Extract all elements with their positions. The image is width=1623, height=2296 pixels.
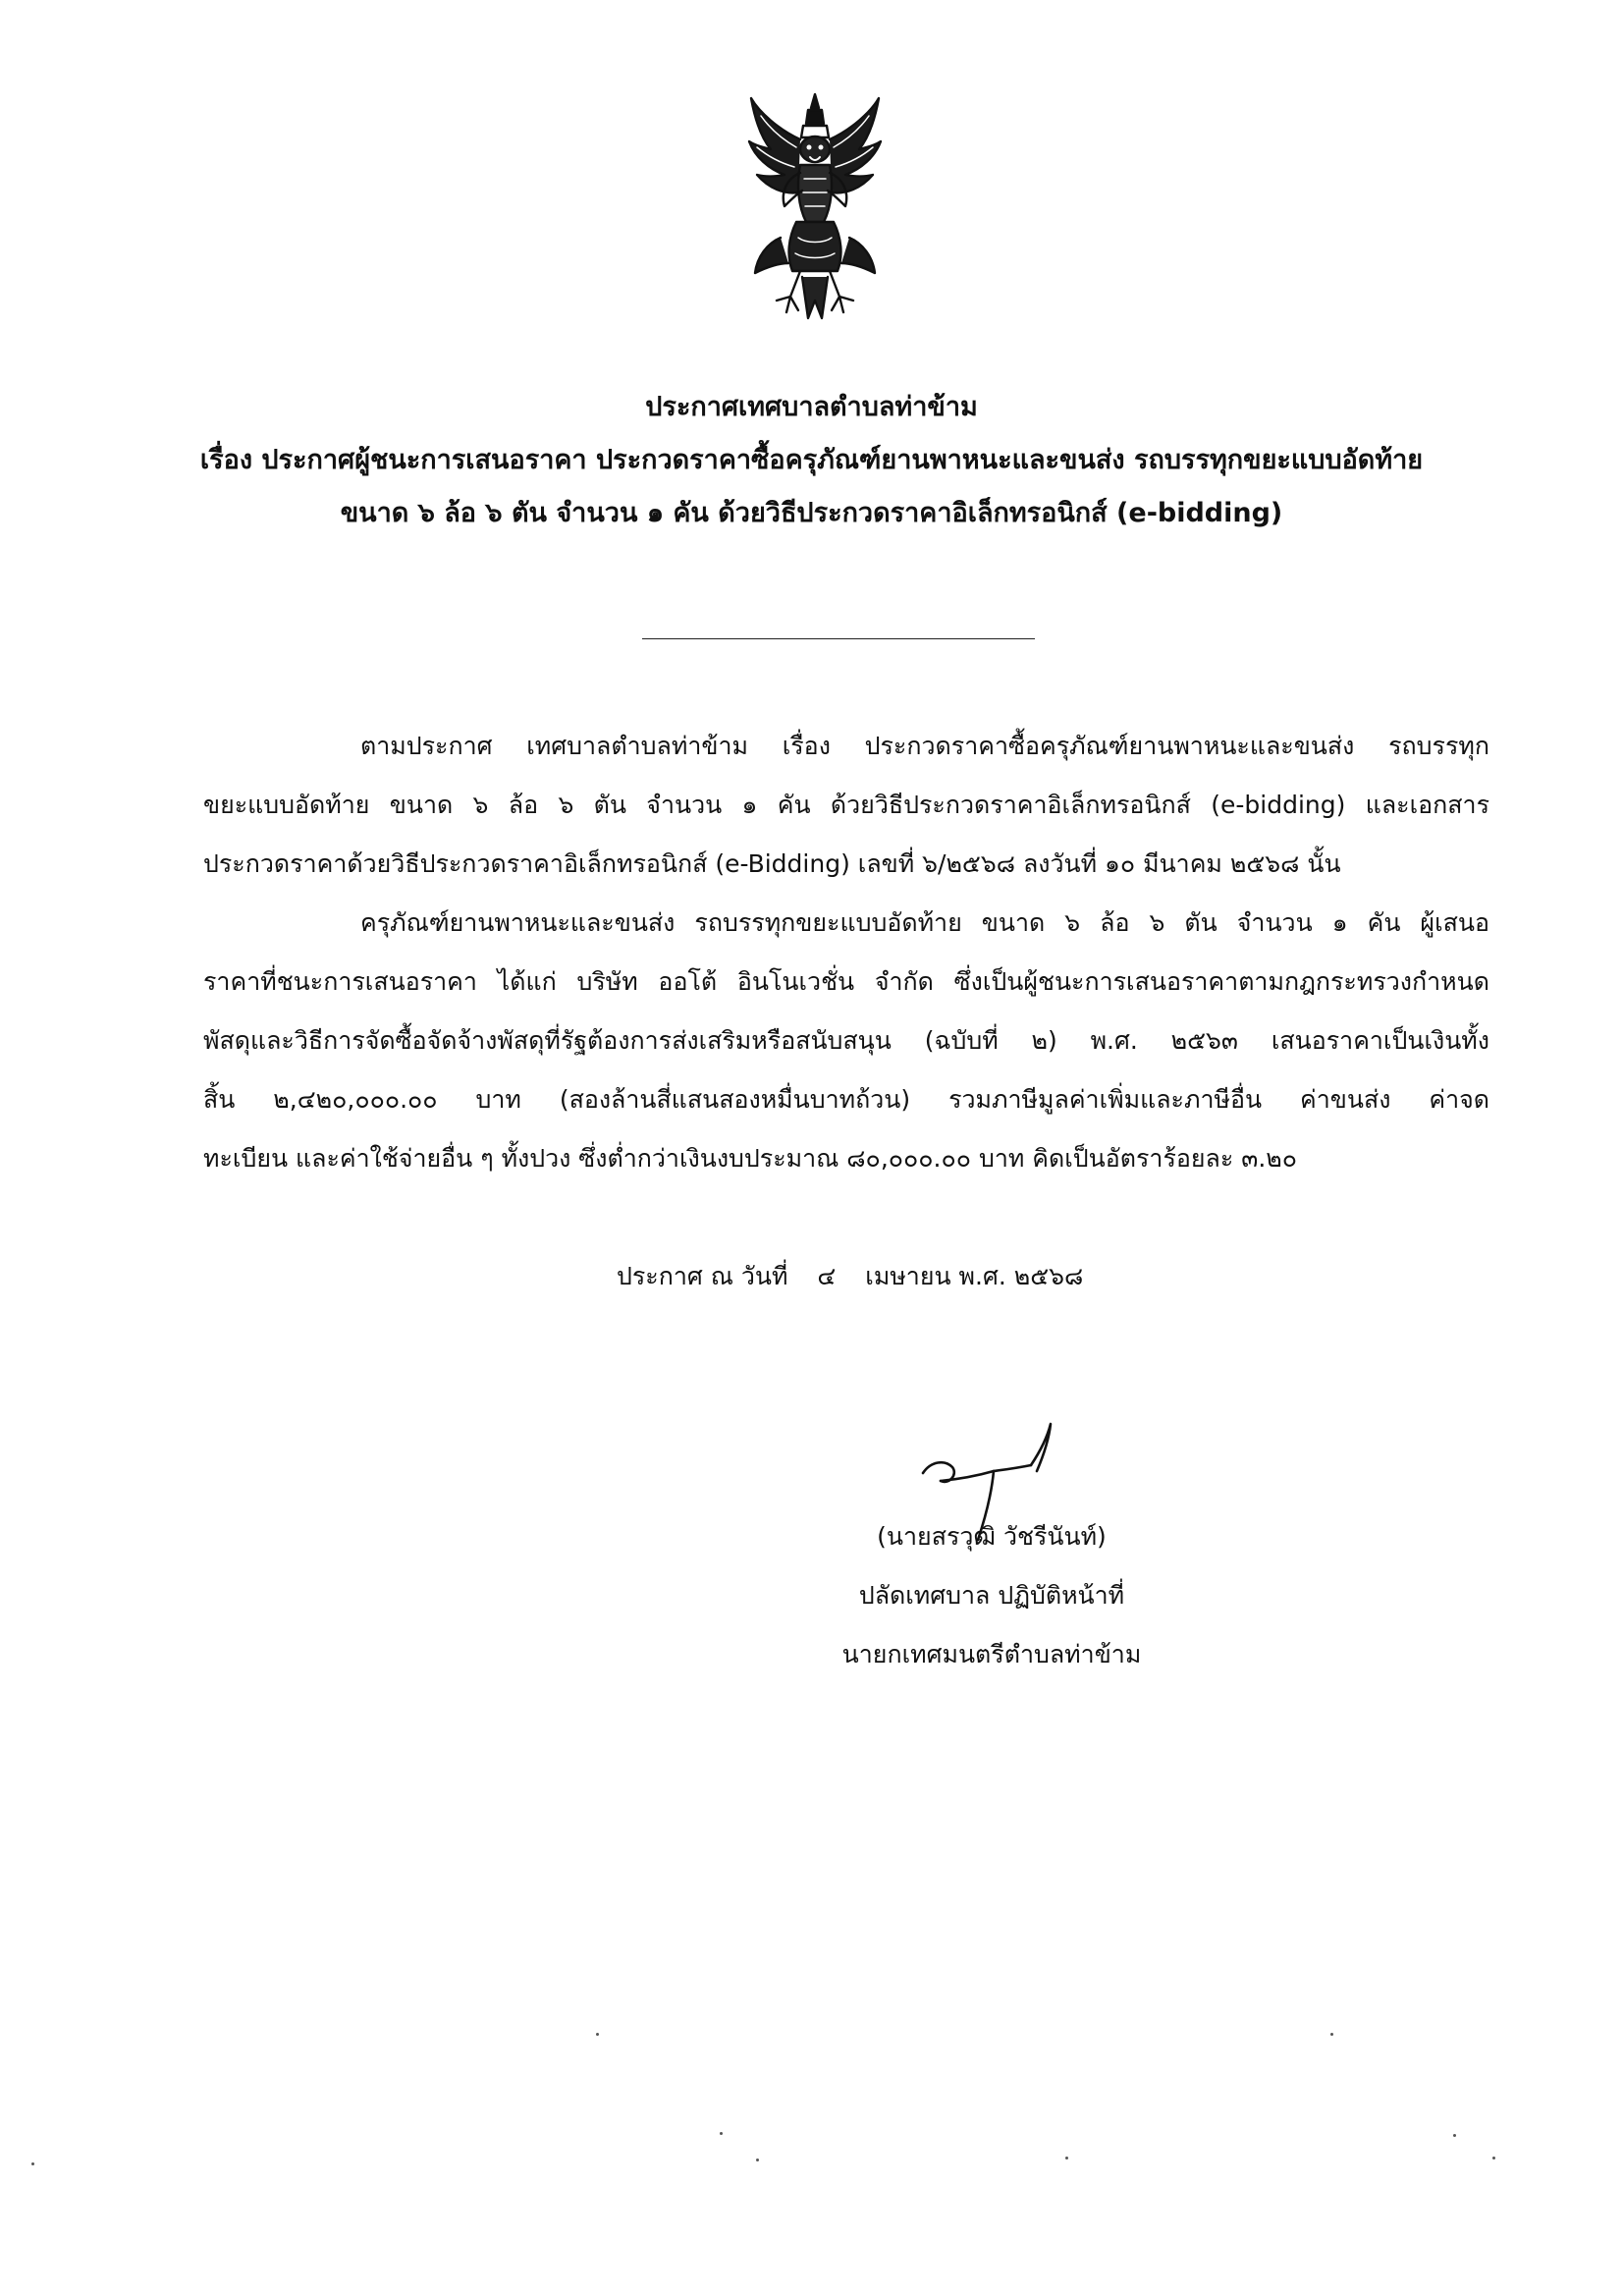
announcement-month-year: เมษายน พ.ศ. ๒๕๖๘ [865,1262,1084,1290]
signer-name: (นายสรวุฒิ วัชรีนันท์) [877,1522,1107,1551]
document-title [147,381,1476,540]
garuda-emblem-icon [741,90,889,326]
title-line-2: เรื่อง ประกาศผู้ชนะการเสนอราคา ประกวดราคาซื้อครุภัณฑ์ยานพาหนะและขนส่ง รถบรรทุกขยะแบบอัดท้าย [199,445,1424,475]
announcement-day: ๔ [817,1262,837,1290]
paragraph-line: ขยะแบบอัดท้าย ขนาด ๖ ล้อ ๖ ตัน จำนวน ๑ คัน ด้วยวิธีประกวดราคาอิเล็กทรอนิกส์ (e-bidding) และเอกสาร [203,791,1489,819]
scan-speck [596,2033,599,2036]
scan-speck [31,2162,34,2165]
title-divider [642,638,1035,639]
scan-speck [1065,2157,1068,2159]
paragraph-reference [203,717,1489,894]
paragraph-line: พัสดุและวิธีการจัดซื้อจัดจ้างพัสดุที่รัฐต้องการส่งเสริมหรือสนับสนุน (ฉบับที่ ๒) พ.ศ. ๒๕๖๓ เสนอราคาเป็นเงินทั้ง [203,1026,1489,1055]
scan-speck [720,2132,723,2135]
title-line-3: ขนาด ๖ ล้อ ๖ ตัน จำนวน ๑ คัน ด้วยวิธีประกวดราคาอิเล็กทรอนิกส์ (e-bidding) [340,498,1283,528]
scan-speck [1492,2157,1495,2159]
paragraph-line: สิ้น ๒,๔๒๐,๐๐๐.๐๐ บาท (สองล้านสี่แสนสองหมื่นบาทถ้วน) รวมภาษีมูลค่าเพิ่มและภาษีอื่น ค่าขนส่ง ค่าจด [203,1085,1489,1114]
paragraph-line: ทะเบียน และค่าใช้จ่ายอื่น ๆ ทั้งปวง ซึ่งต่ำกว่าเงินงบประมาณ ๘๐,๐๐๐.๐๐ บาท คิดเป็นอัตราร้อยละ ๓.๒๐ [203,1144,1298,1173]
scan-speck [756,2159,759,2161]
scan-speck [1453,2134,1456,2137]
scan-speck [1330,2033,1333,2036]
announcement-date [617,1257,1105,1296]
announcement-prefix: ประกาศ ณ วันที่ [617,1262,788,1290]
paragraph-winner [203,894,1489,1188]
title-line-1: ประกาศเทศบาลตำบลท่าข้าม [645,392,978,422]
signer-block [785,1507,1198,1684]
signer-acting-position: นายกเทศมนตรีตำบลท่าข้าม [841,1640,1142,1668]
paragraph-line: ประกวดราคาด้วยวิธีประกวดราคาอิเล็กทรอนิกส์ (e-Bidding) เลขที่ ๖/๒๕๖๘ ลงวันที่ ๑๐ มีนาคม ๒๕๖๘ นั้น [203,849,1341,878]
paragraph-line: ครุภัณฑ์ยานพาหนะและขนส่ง รถบรรทุกขยะแบบอัดท้าย ขนาด ๖ ล้อ ๖ ตัน จำนวน ๑ คัน ผู้เสนอ [360,908,1489,937]
paragraph-line: ราคาที่ชนะการเสนอราคา ได้แก่ บริษัท ออโต้ อินโนเวชั่น จำกัด ซึ่งเป็นผู้ชนะการเสนอราคาตามกฎกระทรวงกำหนด [203,967,1489,996]
signer-position: ปลัดเทศบาล ปฏิบัติหน้าที่ [858,1581,1125,1610]
paragraph-line: ตามประกาศ เทศบาลตำบลท่าข้าม เรื่อง ประกวดราคาซื้อครุภัณฑ์ยานพาหนะและขนส่ง รถบรรทุก [360,732,1489,760]
